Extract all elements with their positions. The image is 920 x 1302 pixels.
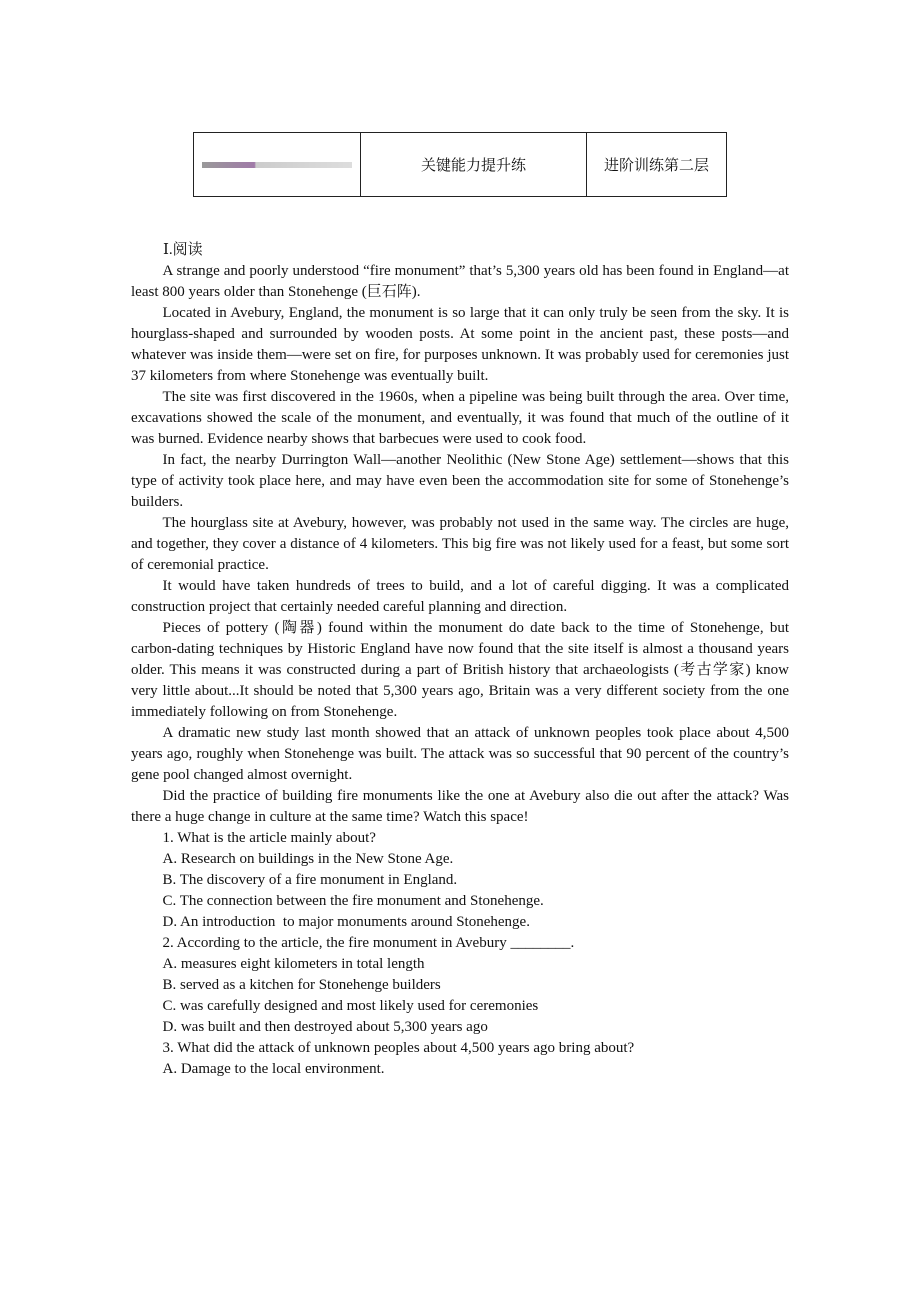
paragraph: It would have taken hundreds of trees to build, and a lot of careful digging. It was a complicated construction project that certainly needed careful planning and direction.	[131, 578, 789, 615]
header-right-cell: 进阶训练第二层	[587, 133, 727, 197]
answer-option: C. was carefully designed and most likely used for ceremonies	[162, 998, 539, 1014]
question-stem: 2. According to the article, the fire monument in Avebury ________.	[162, 935, 575, 951]
answer-option: A. Research on buildings in the New Stone Age.	[162, 851, 454, 867]
passage	[131, 261, 789, 828]
section-title: Ⅰ.阅读	[163, 242, 203, 258]
paragraph: A dramatic new study last month showed that an attack of unknown peoples took place about 4,500 years ago, roughly when Stonehenge was built. The attack was so successful that 90 percent of the country’s gene pool changed almost overnight.	[131, 725, 789, 783]
logo-bar-icon	[202, 162, 352, 168]
questions	[131, 828, 789, 1080]
answer-option: A. measures eight kilometers in total length	[162, 956, 425, 972]
paragraph: A strange and poorly understood “fire monument” that’s 5,300 years old has been found in England—at least 800 years older than Stonehenge (巨石阵).	[131, 263, 789, 300]
paragraph: Located in Avebury, England, the monument is so large that it can only truly be seen from the sky. It is hourglass-shaped and surrounded by wooden posts. At some point in the ancient past, these posts—and whatever was inside them—were set on fire, for purposes unknown. It was probably used for ceremonies just 37 kilometers from where Stonehenge was eventually built.	[131, 305, 789, 384]
reading-body	[131, 240, 789, 1080]
paragraph: The hourglass site at Avebury, however, was probably not used in the same way. The circles are huge, and together, they cover a distance of 4 kilometers. This big fire was not likely used for a feast, but some sort of ceremonial practice.	[131, 515, 789, 573]
header-center-cell: 关键能力提升练	[361, 133, 587, 197]
answer-option: B. served as a kitchen for Stonehenge builders	[162, 977, 441, 993]
answer-option: B. The discovery of a fire monument in England.	[162, 872, 458, 888]
answer-option: D. was built and then destroyed about 5,300 years ago	[162, 1019, 488, 1035]
paragraph: Did the practice of building fire monuments like the one at Avebury also die out after the attack? Was there a huge change in culture at the same time? Watch this space!	[131, 788, 789, 825]
header-logo-cell	[194, 133, 361, 197]
answer-option: C. The connection between the fire monument and Stonehenge.	[162, 893, 544, 909]
paragraph: In fact, the nearby Durrington Wall—another Neolithic (New Stone Age) settlement—shows that this type of activity took place here, and may have even been the accommodation site for some of Stonehenge’s builders.	[131, 452, 789, 510]
answer-option: D. An introduction to major monuments around Stonehenge.	[162, 914, 530, 930]
answer-option: A. Damage to the local environment.	[162, 1061, 385, 1077]
paragraph: Pieces of pottery (陶器) found within the monument do date back to the time of Stonehenge, but carbon-dating techniques by Historic England have now found that the site itself is almost a thousand years older. This means it was constructed during a part of British history that archaeologists (考古学家) know very little about...It should be noted that 5,300 years ago, Britain was a very different society from the one immediately following on from Stonehenge.	[131, 620, 789, 720]
paragraph: The site was first discovered in the 1960s, when a pipeline was being built through the area. Over time, excavations showed the scale of the monument, and eventually, it was found that much of the outline of it was burned. Evidence nearby shows that barbecues were used to cook food.	[131, 389, 789, 447]
question-stem: 1. What is the article mainly about?	[162, 830, 376, 846]
question-stem: 3. What did the attack of unknown peoples about 4,500 years ago bring about?	[162, 1040, 635, 1056]
header-table	[193, 132, 727, 197]
